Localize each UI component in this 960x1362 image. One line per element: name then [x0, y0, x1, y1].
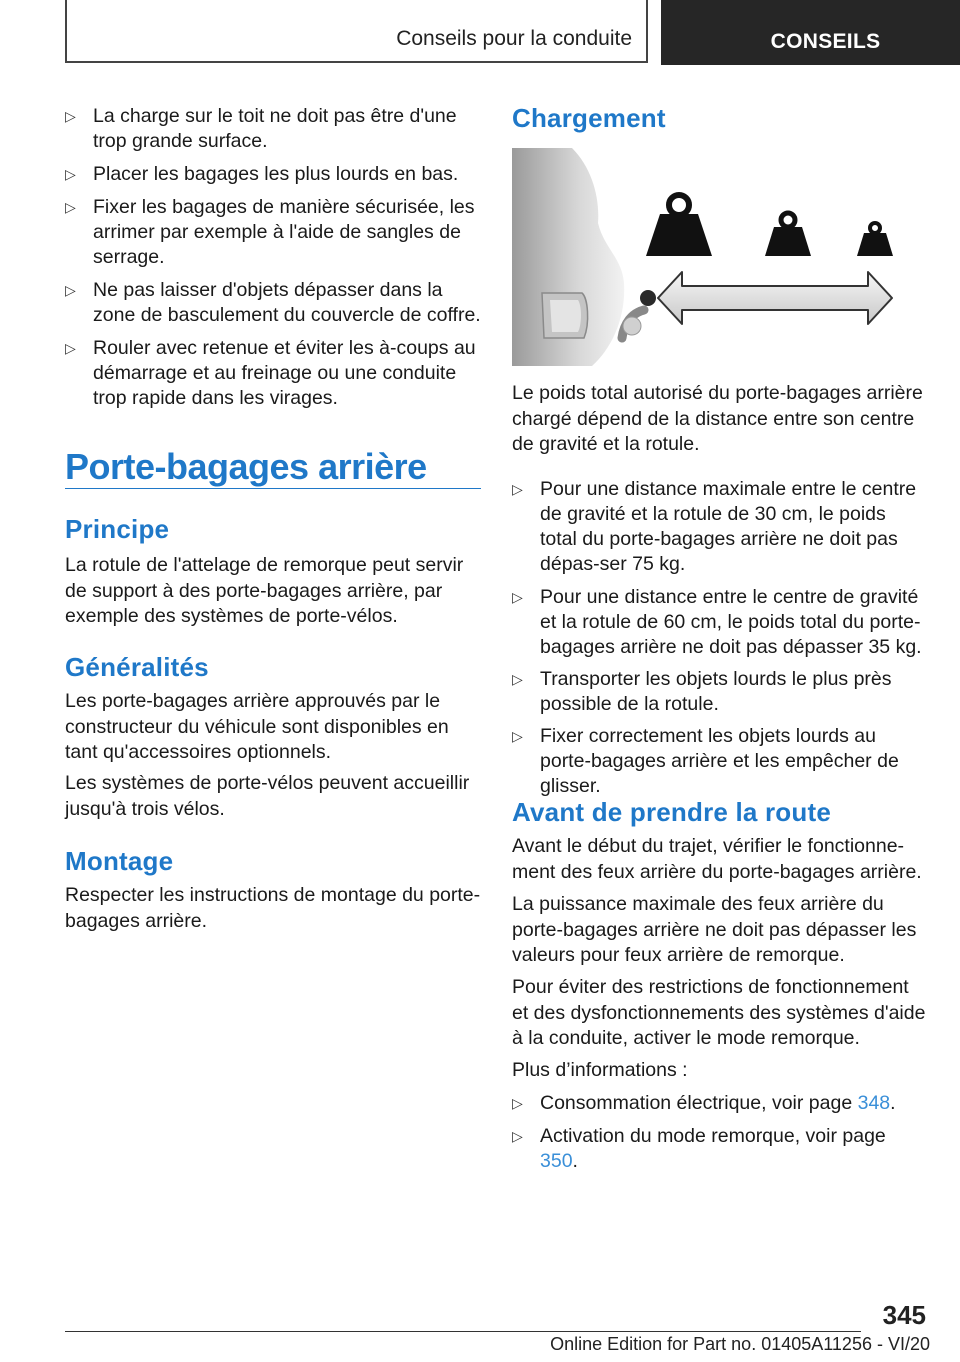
- avant-text-2: La puissance maximale des feux arrière du porte-bagages arrière ne doit pas dépasser les valeurs pour feux arrière de remorque.: [512, 893, 917, 966]
- chargement-text: Le poids total autorisé du porte-bagages arrière chargé dépend de la distance entre son centre de gravité et la rotule.: [512, 382, 923, 455]
- chapter-tab[interactable]: [661, 0, 960, 65]
- list-item: ▷ Fixer les bagages de manière sécurisée, les arrimer par exemple à l'aide de sangles de serrage.: [65, 196, 475, 268]
- principe-heading: Principe: [65, 514, 170, 544]
- list-item: ▷ Pour une distance entre le centre de gravité et la rotule de 60 cm, le poids total du porte-bagages arrière ne doit pas dépasser 35 kg.: [512, 586, 922, 658]
- montage-heading: Montage: [65, 846, 174, 876]
- section-label: Conseils pour la conduite: [396, 27, 632, 50]
- avant-text-1: Avant le début du trajet, vérifier le fonctionne‐ment des feux arrière du porte-bagages arrière.: [512, 835, 922, 883]
- weight-medium-icon: [765, 213, 811, 256]
- bullet-marker-icon: ▷: [65, 108, 76, 124]
- list-item: ▷ Placer les bagages les plus lourds en bas.: [65, 163, 459, 185]
- weight-large-icon: [646, 195, 712, 256]
- bullet-marker-icon: ▷: [65, 340, 76, 356]
- list-item: ▷ Rouler avec retenue et éviter les à-coups au démarrage et au freinage ou une conduite trop rapide dans les virages.: [65, 337, 476, 409]
- list-item: ▷ La charge sur le toit ne doit pas être d'une trop grande surface.: [65, 105, 457, 152]
- chapter-tab-label: CONSEILS: [770, 30, 881, 53]
- generalites-heading: Généralités: [65, 652, 209, 682]
- list-item: ▷ Ne pas laisser d'objets dépasser dans la zone de basculement du couvercle de coffre.: [65, 279, 481, 326]
- plus-info-text: Plus d’informations :: [512, 1059, 688, 1081]
- distance-arrow: [658, 272, 892, 324]
- bullet-marker-icon: ▷: [512, 1128, 523, 1144]
- bullet-marker-icon: ▷: [512, 589, 523, 605]
- footer-divider: [65, 1331, 861, 1332]
- montage-text: Respecter les instructions de montage du porte-bagages arrière.: [65, 884, 481, 932]
- bullet-marker-icon: ▷: [512, 728, 523, 744]
- edition-note: Online Edition for Part no. 01405A11256 - VI/20: [550, 1334, 930, 1354]
- list-item: ▷ Pour une distance maximale entre le centre de gravité et la rotule de 30 cm, le poids total du porte-bagages arrière ne doit pas dépas‐ser 75 kg.: [512, 478, 917, 575]
- avant-text-3: Pour éviter des restrictions de fonctionnement et des dysfonctionnements des systèmes d'aide à la conduite, activer le mode remorque.: [512, 976, 926, 1049]
- bullet-marker-icon: ▷: [512, 1095, 523, 1111]
- header-frame: [65, 0, 648, 63]
- page-number: 345: [882, 1300, 926, 1330]
- page-link-348[interactable]: 348: [857, 1092, 891, 1114]
- weight-small-icon: [857, 223, 893, 256]
- bullet-marker-icon: ▷: [512, 481, 523, 497]
- list-item: ▷ Consommation électrique, voir page 348.: [512, 1092, 896, 1114]
- avant-heading: Avant de prendre la route: [512, 797, 831, 827]
- load-distance-illustration: [512, 148, 928, 366]
- page-title: Porte-bagages arrière: [65, 446, 427, 487]
- bullet-marker-icon: ▷: [65, 166, 76, 182]
- generalites-text-1: Les porte-bagages arrière approuvés par le constructeur du véhicule sont disponibles en tant qu'accessoires optionnels.: [65, 690, 449, 763]
- title-divider: [65, 488, 481, 489]
- page-link-350[interactable]: 350: [540, 1150, 573, 1172]
- tow-ball: [640, 290, 656, 306]
- generalites-text-2: Les systèmes de porte-vélos peuvent accueillir jusqu'à trois vélos.: [65, 772, 470, 820]
- bullet-marker-icon: ▷: [65, 199, 76, 215]
- bullet-marker-icon: ▷: [65, 282, 76, 298]
- chargement-heading: Chargement: [512, 103, 666, 133]
- list-item: ▷ Fixer correctement les objets lourds au porte-bagages arrière et les empêcher de glisser.: [512, 725, 899, 797]
- bullet-marker-icon: ▷: [512, 671, 523, 687]
- principe-text: La rotule de l'attelage de remorque peut servir de support à des porte-bagages arrière, par exemple des systèmes de porte-vélos.: [65, 554, 464, 627]
- list-item: ▷ Transporter les objets lourds le plus près possible de la rotule.: [512, 668, 892, 715]
- list-item: ▷ Activation du mode remorque, voir page 350.: [512, 1125, 886, 1172]
